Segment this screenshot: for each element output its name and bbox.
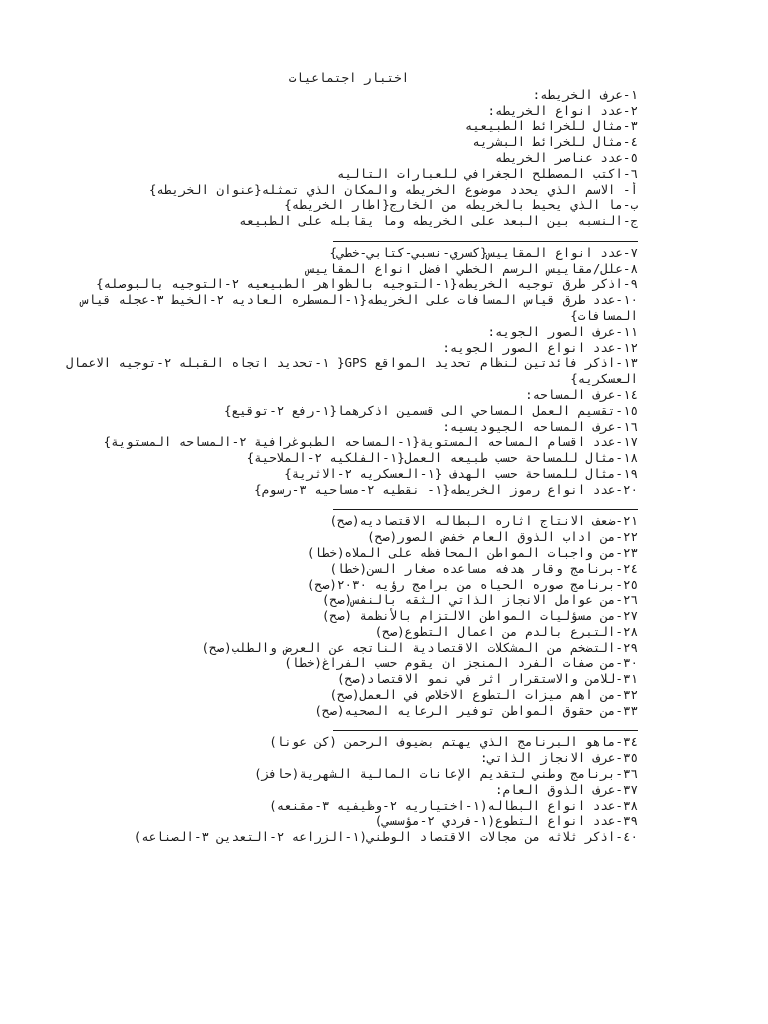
question-line: ٨-علل/مقاييس الرسم الخطي افضل انواع المقاييس <box>306 260 638 276</box>
section-national-programs <box>60 734 638 845</box>
exam-text <box>60 70 638 845</box>
question-line: ٣٣-من حقوق المواطن توفير الرعايه الصحيه(صح) <box>314 702 638 718</box>
section-divider <box>60 229 638 245</box>
question-line: ٢٢-من اداب الذوق العام خفض الصور(صح) <box>367 529 638 545</box>
question-line: ج-النسبه بين البعد على الخريطه وما يقابله على الطبيعه <box>239 213 638 229</box>
question-line: ٢٩-التضخم من المشكلات الاقتصادية الناتجه عن العرض والطلب(صح) <box>201 639 638 655</box>
question-line: ٢٤-برنامج وقار هدفه مساعده صغار السن(خطا) <box>329 560 638 576</box>
question-line: أ- الاسم الذي يحدد موضوع الخريطه والمكان الذي تمثله{عنوان الخريطه} <box>148 181 638 197</box>
section-divider <box>60 498 638 514</box>
question-line: ٣١-للامن والاستقرار اثر في نمو الاقتصاد(صح) <box>336 671 638 687</box>
question-line: ٩-اذكر طرق توجيه الخريطه{١-التوجيه بالظواهر الطبيعيه ٢-التوجيه بالبوصله} <box>96 276 638 292</box>
question-line: ٣٧-عرف الذوق العام: <box>495 781 638 797</box>
question-line: ١٥-تقسيم العمل المساحي الى قسمين اذكرهما{١-رفع ٢-توقيع} <box>224 402 638 418</box>
question-line: ٧-عدد انواع المقاييس{كسري-نسبي-كتابي-خطي} <box>329 244 638 260</box>
question-line: ٢١-ضعف الانتاج اثاره البطاله الاقتصاديه(صح) <box>329 513 638 529</box>
question-line: ٣٤-ماهو البرنامج الذي يهتم بضيوف الرحمن (كن عونا) <box>269 734 638 750</box>
question-line: ب-ما الذي يحيط بالخريطه من الخارج{اطار الخريطه} <box>284 197 638 213</box>
question-line: ١٢-عدد انواع الصور الجويه: <box>442 339 638 355</box>
question-line: ٢٦-من عوامل الانجاز الذاتي الثقه بالنفس(صح) <box>321 592 638 608</box>
question-line: ١٧-عدد اقسام المساحه المستوية{١-المساحه الطبوغرافية ٢-المساحه المستوية} <box>103 434 638 450</box>
exam-title: اختبار اجتماعيات <box>288 70 410 85</box>
section-scales-and-surveying <box>60 245 638 498</box>
question-line: ٣٨-عدد انواع البطاله(١-اختياريه ٢-وظيفيه ٣-مقنعه) <box>269 797 638 813</box>
question-line: ٢٠-عدد انواع رموز الخريطه{١- نقطيه ٢-مساحيه ٣-رسوم} <box>254 481 638 497</box>
question-line: ٤-مثال للخرائط البشريه <box>472 134 638 150</box>
question-line: ١١-عرف الصور الجويه: <box>487 323 638 339</box>
question-line: ٣٩-عدد انواع التطوع(١-فردي ٢-مؤسسي) <box>374 813 638 829</box>
question-line: ٣٢-من اهم ميزات التطوع الاخلاص في العمل(صح) <box>329 687 638 703</box>
question-line: ١٩-مثال للمساحة حسب الهدف {١-العسكريه ٢-الاثرية} <box>284 465 638 481</box>
section-true-false <box>60 513 638 718</box>
question-line: ٥-عدد عناصر الخريطه <box>495 149 638 165</box>
section-divider <box>60 719 638 735</box>
question-line: ٢-عدد انواع الخريطه: <box>487 102 638 118</box>
question-line: ٢٧-من مسؤليات المواطن الالتزام بالأنظمة (صح) <box>321 608 638 624</box>
question-line: ١٨-مثال للمساحة حسب طبيعه العمل{١-الفلكيه ٢-الملاحية} <box>246 450 638 466</box>
section-maps-basics <box>60 87 638 229</box>
question-line: ٢٨-التبرع بالدم من اعمال التطوع(صح) <box>374 623 638 639</box>
question-line: ٢٣-من واجبات المواطن المحافظه على الملاه(خطا) <box>306 544 638 560</box>
question-line: ١-عرف الخريطه: <box>532 86 638 102</box>
question-line: ١٣-اذكر فائدتين لنظام تحديد المواقع GPS{ ١-تحديد اتجاه القبله ٢-توجيه الاعمال العسكريه} <box>66 355 638 387</box>
question-line: ١٦-عرف المساحه الجيوديسيه: <box>442 418 638 434</box>
question-line: ٣-مثال للخرائط الطبيعيه <box>464 118 638 134</box>
question-line: ٣٦-برنامج وطني لتقديم الإعانات المالية الشهرية(حافز) <box>254 766 638 782</box>
question-line: ٦-اكتب المصطلح الجغرافي للعبارات التاليه <box>336 165 638 181</box>
question-line: ٢٥-برنامج صوره الحياه من برامج رؤيه ٢٠٣٠(صح) <box>306 576 638 592</box>
question-line: ١٠-عدد طرق قياس المسافات على الخريطه{١-المسطره العاديه ٢-الخيط ٣-عجله قياس المسافات} <box>81 292 638 323</box>
question-line: ٣٠-من صفات الفرد المنجز ان يقوم حسب الفراغ(خطا) <box>284 655 638 671</box>
question-line: ١٤-عرف المساحه: <box>525 386 638 402</box>
question-line: ٣٥-عرف الانجاز الذاتي: <box>479 750 638 766</box>
question-line: ٤٠-اذكر ثلاثه من مجالات الاقتصاد الوطني(١-الزراعه ٢-التعدين ٣-الصناعه) <box>133 829 638 845</box>
